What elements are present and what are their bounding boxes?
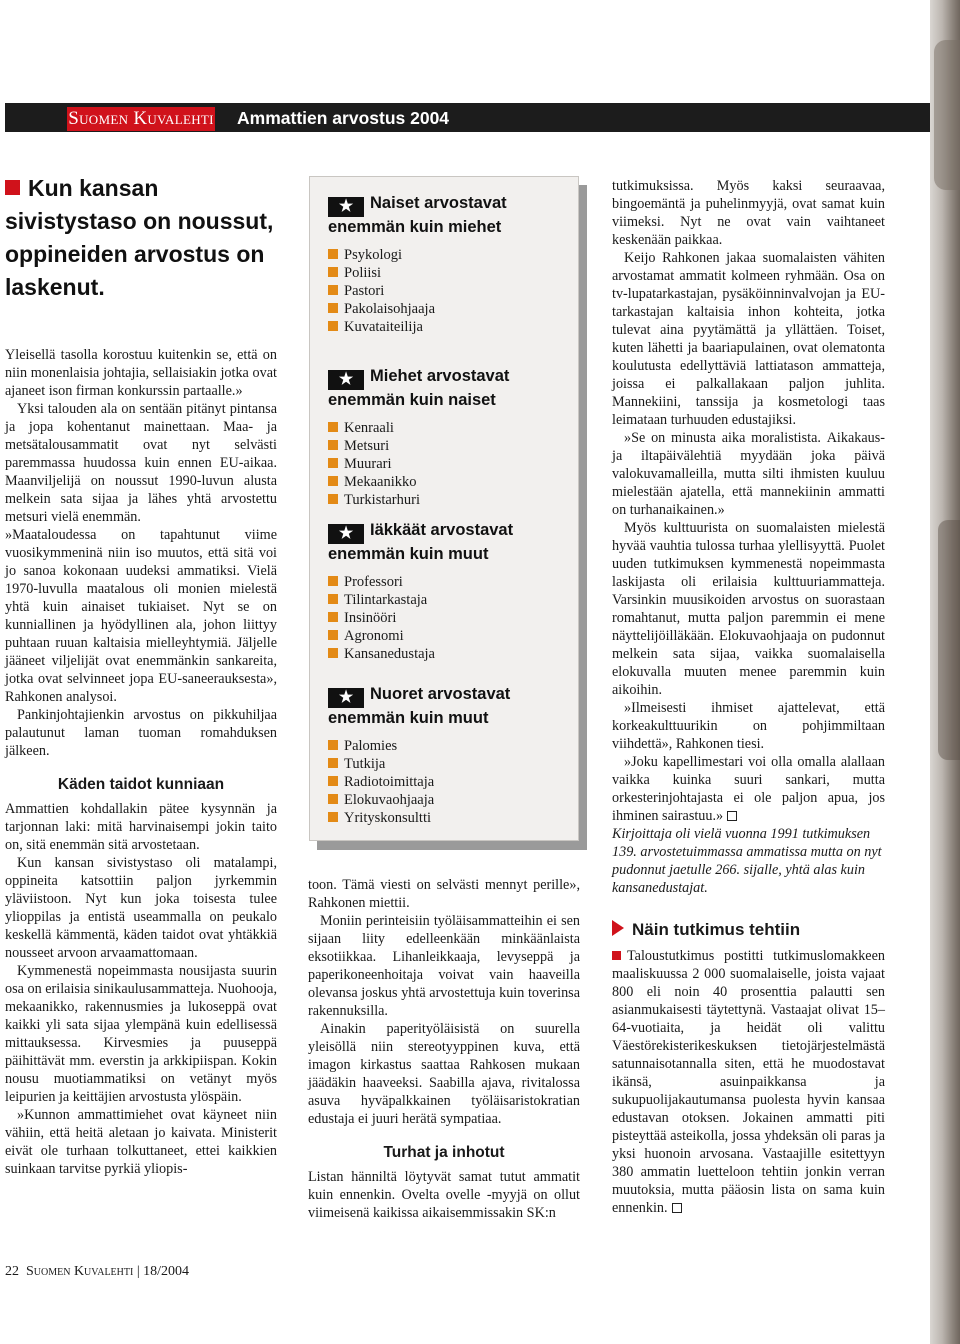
paragraph: Yleisellä tasolla korostuu kuitenkin se, että on niin monenlaisia johtajia, sellaisiakin jotka ovat ajaneet ison firman konkurssin partaalle.» [5, 347, 277, 399]
article-column-3 [612, 177, 885, 1217]
bullet-icon [328, 612, 338, 622]
sidebar-list [328, 419, 568, 509]
footer-separator: | [136, 1264, 140, 1279]
sidebar-section-title: ★ Iäkkäät arvostavat enemmän kuin muut [328, 521, 514, 563]
list-item: Metsuri [328, 437, 568, 455]
subheading: Käden taidot kunniaan [57, 776, 225, 793]
bullet-icon [328, 576, 338, 586]
article-column-1 [5, 346, 277, 1178]
list-item: Radiotoimittaja [328, 773, 568, 791]
bullet-icon [328, 249, 338, 259]
paragraph: Yksi talouden ala on sentään pitänyt pintansa ja jopa kohentanut mainettaan. Maa- ja metsätalousammatit ovat nyt selvästi paremmassa huudossa kuin ennen EU-aikaa. Maanviljelijä on noussut 1990-luvun alusta melkein sata sijaa ja lähes yhtä arvostettu metsuri vielä enemmän. [5, 401, 277, 525]
brand-logo: Suomen Kuvalehti [68, 108, 214, 129]
paragraph: Pankinjohtajienkin arvostus on pikkuhiljaa palautunut laman tuoman romahduksen jälkeen. [5, 707, 277, 759]
bullet-icon [328, 740, 338, 750]
paragraph: Ammattien kohdallakin pätee kysynnän ja tarjonnan laki: mitä harvinaisempi jokin taito on, sitä enemmän sitä arvostetaan. [5, 801, 277, 853]
bullet-icon [328, 303, 338, 313]
paragraph: »Joku kapellimestari voi olla omalla alallaan vaikka kuinka suuri sankari, mutta orkesterinjohtajasta ei ole paljon apua, jos ihminen sairastuu.» [612, 754, 885, 824]
side-photo [930, 0, 960, 1344]
star-icon: ★ [328, 524, 364, 544]
list-item: Yrityskonsultti [328, 809, 568, 827]
paragraph: Moniin perinteisiin työläisammatteihin ei sen sijaan liity edelleenkään minkäänlaista eksotiikkaa. Lihanleikkaaja, levyseppä ja paperikoneenhoitaja voivat vain haaveilla olevansa joskus yhtä arvostettuja kuin toverinsa rakennuksilla. [308, 913, 580, 1019]
list-item: Elokuvaohjaaja [328, 791, 568, 809]
paragraph: toon. Tämä viesti on selvästi mennyt perille», Rahkonen miettii. [308, 877, 580, 911]
paragraph: Kun kansan sivistystaso oli matalampi, oppineita katsottiin paljon jyrkemmin yläviistoon. Nyt kun joka toisesta tulee ylioppilas ja entistä useammalla on peukalo keskellä kämmentä, käden taidot ovat yhtäkkiä nousseet arvoon arvaamattomaan. [5, 855, 277, 961]
end-mark-icon [672, 1203, 682, 1213]
bullet-icon [328, 476, 338, 486]
paragraph: »Ilmeisesti ihmiset ajattelevat, että korkeakulttuurikin on pohjimmiltaan viihdettä», Rahkonen tiesi. [612, 700, 885, 752]
sidebar-list [328, 737, 568, 827]
triangle-arrow-icon [612, 920, 624, 936]
author-note: Kirjoittaja oli vielä vuonna 1991 tutkimuksen 139. arvostetuimmassa ammatissa mutta on nyt pudonnut jaetulle 266. sijalle, yhtä alas kuin kansanedustajat. [612, 826, 882, 896]
list-item: Poliisi [328, 264, 568, 282]
section-title: Ammattien arvostus 2004 [237, 108, 450, 128]
star-icon: ★ [328, 370, 364, 390]
article-column-2 [308, 876, 580, 1222]
bullet-icon [328, 321, 338, 331]
bullet-icon [328, 794, 338, 804]
list-item: Palomies [328, 737, 568, 755]
bullet-icon [328, 776, 338, 786]
sidebar-section [328, 684, 568, 827]
bullet-icon [328, 458, 338, 468]
list-item: Tutkija [328, 755, 568, 773]
red-square-icon [5, 180, 20, 195]
footer-brand: Suomen Kuvalehti [26, 1264, 134, 1279]
list-item: Psykologi [328, 246, 568, 264]
paragraph: Kymmenestä nopeimmasta nousijasta suurin osa on erilaisia sinikaulusammatteja. Nuohooja, mekaanikko, rakennusmies ja lukoseppä ovat kaikki yli sata sijaa ylempänä kuin edellisessä mittauksessa. Kirvesmies ja puuseppä päihittävät mm. everstin ja arkkipiispan. Kokin nousu muotiammatiksi on vetänyt myös leipurien ja keittäjien arvostusta ylöspäin. [5, 963, 277, 1105]
bullet-icon [328, 267, 338, 277]
paragraph: Myös kulttuurista on suomalaisten mielestä hyvää vauhtia tulossa turhaa ylellisyyttä. Puolet uuden tutkimuksen kymmenestä nopeimmasta laskijasta oli erilaisia kulttuuriammatteja. Varsinkin muusikoiden arvostus on suorastaan romahtanut, mutta paljon paremmin ei mene näyttelijöilläkään. Elokuvaohjaaja on pudonnut melkein sata sijaa, vaikka suomalaisella elokuvalla muuten menee paremmin kuin aikoihin. [612, 520, 885, 698]
headline-text: Kun kansan sivistystaso on noussut, oppineiden arvostus on laskenut. [5, 175, 274, 300]
star-icon: ★ [328, 197, 364, 217]
list-item: Kuvataiteilija [328, 318, 568, 336]
list-item: Kenraali [328, 419, 568, 437]
list-item: Professori [328, 573, 568, 591]
paragraph: Keijo Rahkonen jakaa suomalaisten vähiten arvostamat ammatit kolmeen ryhmään. Osa on tv-lupatarkastajan, pysäköinninvalvojan ja EU-tarkastajan kaltaisia inhon kohteita, jotka tulevat aina pyytämättä ja yllättäen. Toiset, kuten lähetti ja baariapulainen, ovat olematonta koulutusta edellyttäviä lattiatason ammatteja, joissa ei palkallakaan paljon juhlita. Mannekiini, tanssija ja kosmetologi taas leimataan turhuuden edustajiksi. [612, 250, 885, 428]
paragraph: Ainakin paperityöläisistä on suurella yleisöllä niin stereotyyppinen kuva, että imagon kirkastus saattaa Rahkosen mukaan jäädäkin haaveeksi. Saabilla ajava, rivitalossa asuva hyväpalkkainen työläisaristokratian edustaja ei juuri herätä sympatiaa. [308, 1021, 580, 1127]
list-item: Pastori [328, 282, 568, 300]
bullet-icon [328, 758, 338, 768]
paragraph: »Kunnon ammattimiehet ovat käyneet niin vähiin, että heitä aletaan jo kaivata. Ministerit eivät ole turhaan tolkuttaneet, ettei kaikkien suinkaan tarvitse pyrkiä yliopis- [5, 1107, 277, 1177]
paragraph: Listan hänniltä löytyvät samat tutut ammatit kuin ennenkin. Ovelta ovelle -myyjä on ollut viimeisenä kaikissa aikaisemmissakin SK:n [308, 1169, 580, 1221]
photo-shade [934, 40, 960, 190]
list-item: Tilintarkastaja [328, 591, 568, 609]
sidebar-section [328, 366, 568, 509]
paragraph: »Se on minusta aika moralististа. Aikakaus- ja iltapäivälehtiä myydään joka päivä valokuvamalleilla, mutta silti ihmisten kuuluu mielestään ajatella, että mannekiinin ammatti on turhanaikainen.» [612, 430, 885, 518]
paragraph: tutkimuksissa. Myös kaksi seuraavaa, bingoemäntä ja puhelinmyyjä, ovat samat kuin viimeksi. Nyt ne ovat vain vaihtaneet keskenään paikkaa. [612, 178, 885, 248]
list-item: Mekaanikko [328, 473, 568, 491]
bullet-icon [328, 594, 338, 604]
list-item: Pakolaisohjaaja [328, 300, 568, 318]
red-square-icon [612, 951, 621, 960]
page-number: 22 [5, 1264, 19, 1279]
headline [5, 172, 285, 304]
list-item: Agronomi [328, 627, 568, 645]
list-item: Turkistarhuri [328, 491, 568, 509]
bullet-icon [328, 630, 338, 640]
info-heading: Näin tutkimus tehtiin [612, 919, 885, 941]
bullet-icon [328, 648, 338, 658]
bullet-icon [328, 285, 338, 295]
page-footer [5, 1263, 189, 1281]
list-item: Muurari [328, 455, 568, 473]
paragraph: »Maataloudessa on tapahtunut viime vuosikymmeninä niin iso muutos, että sitä voi jo sanoa kokonaan uudeksi ammatiksi. Vielä 1970-luvulla maatalous oli monien mielestä yhtä kuin ainaiset tukiaiset. Nyt se on kunniallinen ja hyödyllinen ala, johon liittyy puhtaan ruuan kaltaisia mielleyhtymiä. Jäljelle jääneet viljelijät ovat enemmänkin sankareita, jotka ovat selvinneet jopa EU-saneerauksesta», Rahkonen analysoi. [5, 527, 277, 705]
bullet-icon [328, 422, 338, 432]
sidebar-list [328, 246, 568, 336]
photo-shade [938, 520, 960, 760]
bullet-icon [328, 812, 338, 822]
sidebar-section-title: ★ Nuoret arvostavat enemmän kuin muut [328, 685, 511, 727]
sidebar-list [328, 573, 568, 663]
sidebar-section-title: ★ Miehet arvostavat enemmän kuin naiset [328, 367, 510, 409]
sidebar-box [309, 176, 579, 841]
star-icon: ★ [328, 688, 364, 708]
paragraph: Taloustutkimus postitti tutkimuslomakkeen maaliskuussa 2 000 suomalaiselle, joista vajaat 800 eli noin 40 prosenttia palautti sen asianmukaisesti täytettynä. Vastaajat olivat 15–64-vuotiaita, ja heidät oli valittu Väestörekisterikeskuksen tietojärjestelmästä satunnaisotannalla siten, että he muodostavat ikänsä, asuinpaikkansa ja sukupuolijakautumansa puolesta hyvin kansaa edustavan otoksen. Jokainen ammatti piti pisteyttää asteikolla, jossa yhdeksän oli paras ja yksi huonoin arvosana. Vastaajille esitettyyn 380 ammatin luetteloon tehtiin jonkin verran muutoksia, mutta pääosin lista on sama kuin ennenkin. [612, 948, 885, 1216]
list-item: Insinööri [328, 609, 568, 627]
sidebar-section-title: ★ Naiset arvostavat enemmän kuin miehet [328, 194, 507, 236]
list-item: Kansanedustaja [328, 645, 568, 663]
subheading: Turhat ja inhotut [383, 1144, 505, 1161]
issue-number: 18/2004 [143, 1264, 190, 1279]
sidebar-section [328, 520, 568, 663]
bullet-icon [328, 440, 338, 450]
sidebar-section [328, 193, 568, 336]
end-mark-icon [727, 811, 737, 821]
bullet-icon [328, 494, 338, 504]
